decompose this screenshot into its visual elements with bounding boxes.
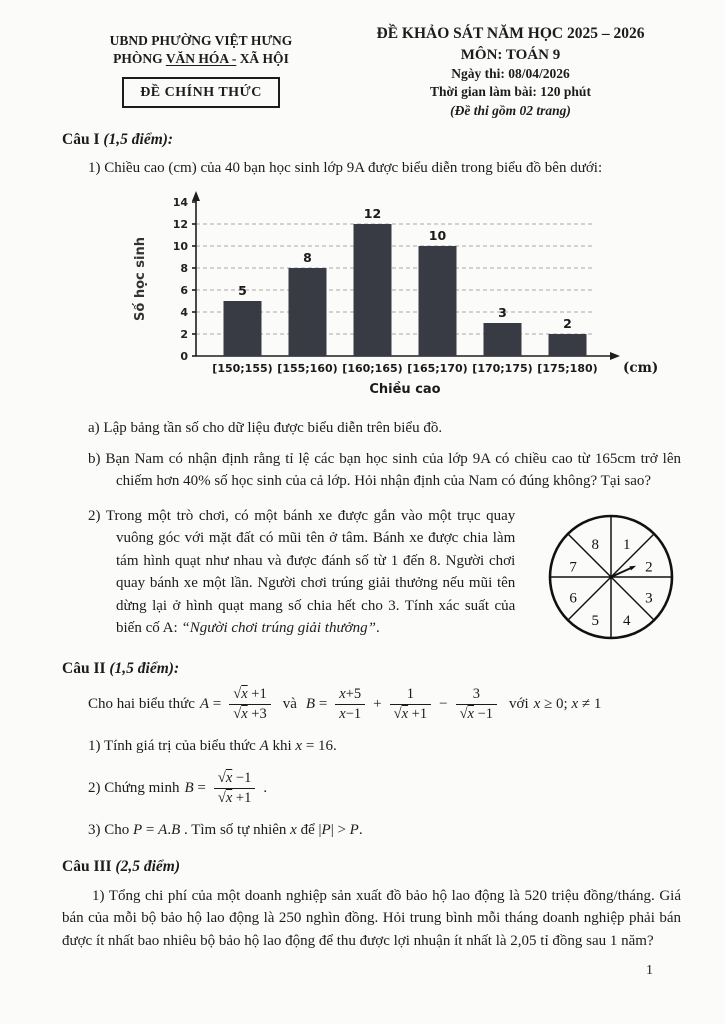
cau2-item1-A: A — [259, 738, 269, 755]
fraction-B1-num: x+5 — [335, 686, 365, 705]
fraction-B2 — [390, 686, 431, 723]
wheel-number: 5 — [591, 612, 600, 629]
wheel-number: 7 — [569, 558, 578, 575]
expr-A-lhs: A = — [199, 696, 222, 713]
svg-text:8: 8 — [180, 261, 188, 275]
section-1-label: Câu I — [62, 130, 100, 148]
wheel-number: 4 — [623, 612, 631, 629]
section-2-heading — [62, 657, 681, 680]
svg-text:[175;180): [175;180) — [537, 361, 598, 375]
cau2-item3-x: x — [290, 821, 297, 838]
fraction-A-num: √x +1 — [229, 686, 270, 705]
cau1-item-a: a) Lập bảng tần số cho dữ liệu được biểu diễn trên biểu đồ. — [88, 420, 443, 437]
wheel-number: 6 — [569, 590, 578, 607]
cau2-item1-pre: 1) Tính giá trị của biểu thức — [88, 738, 260, 755]
svg-text:2: 2 — [563, 315, 572, 331]
header-right — [340, 24, 681, 120]
plus-operator: + — [373, 696, 382, 713]
cau2-item2-B: B = — [184, 779, 206, 796]
cau2-item3-period: . — [358, 821, 363, 838]
exam-title: ĐỀ KHẢO SÁT NĂM HỌC 2025 – 2026 — [376, 25, 645, 42]
header — [62, 24, 681, 120]
exam-pages-note: (Đề thi gồm 02 trang) — [450, 102, 571, 118]
minus-operator: − — [439, 696, 448, 713]
svg-text:6: 6 — [180, 283, 188, 297]
cau3-paragraph: 1) Tổng chi phí của một doanh nghiệp sản xuất đồ bảo hộ lao động là 520 triệu đồng/tháng. Giá bán của mỗi bộ bảo hộ lao động là 250 nghìn đồng. Hỏi trung bình mỗi tháng doanh nghiệp phải bán được ít nhất bao nhiêu bộ bảo hộ lao động để thu được lợi nhuận ít nhất là 2,05 tỉ đồng sau 1 năm? — [62, 887, 681, 949]
cau2-item2 — [88, 770, 267, 807]
svg-text:[150;155): [150;155) — [212, 361, 273, 375]
pointer-arrow-head — [630, 565, 637, 570]
cau2-item1-value: x = 16. — [295, 738, 337, 755]
org-line2-prefix: PHÒNG — [113, 50, 166, 66]
official-exam-stamp: ĐỀ CHÍNH THỨC — [122, 77, 280, 108]
section-3-label: Câu III — [62, 858, 112, 876]
svg-text:14: 14 — [172, 195, 188, 209]
svg-text:12: 12 — [172, 217, 188, 231]
expressions-line — [88, 686, 681, 723]
svg-text:10: 10 — [428, 227, 447, 243]
bar-chart-svg — [126, 188, 686, 400]
svg-text:5: 5 — [238, 282, 247, 298]
svg-text:10: 10 — [172, 239, 188, 253]
wheel-number: 3 — [645, 590, 653, 607]
org-name-line2 — [62, 50, 340, 68]
cau2-item3-inequality: |P| > P — [318, 821, 359, 838]
fraction-B3-den: √x −1 — [459, 705, 494, 722]
org-line2-suffix: XÃ HỘI — [236, 50, 289, 66]
wheel-number: 1 — [623, 536, 631, 553]
fraction-B2-num: 1 — [390, 686, 431, 705]
fraction-A-den: √x +3 — [233, 705, 267, 722]
org-line2-underlined: VĂN HÓA - — [165, 50, 237, 66]
exam-subject: MÔN: TOÁN 9 — [460, 46, 561, 63]
and-word: và — [282, 696, 297, 713]
exam-date: Ngày thi: 08/04/2026 — [451, 66, 570, 82]
section-1-points: (1,5 điểm): — [103, 130, 174, 148]
item2-event-quote: “Người chơi trúng giải thưởng” — [181, 620, 376, 637]
cau2-item2-pre: 2) Chứng minh — [88, 779, 180, 796]
pointer-arrow-shaft — [611, 568, 631, 577]
fraction-B3 — [456, 686, 497, 723]
section-3-points: (2,5 điểm) — [115, 858, 180, 876]
org-name-line1: UBND PHƯỜNG VIỆT HƯNG — [109, 33, 293, 48]
fraction-proof-den: √x +1 — [217, 789, 252, 806]
section-1-heading — [62, 128, 681, 151]
svg-text:[170;175): [170;175) — [472, 361, 533, 375]
fraction-B1-den: x−1 — [339, 705, 362, 722]
cau2-item1-mid: khi — [268, 738, 296, 755]
section-3-heading — [62, 855, 681, 878]
section-2-label: Câu II — [62, 659, 106, 677]
svg-text:3: 3 — [498, 304, 507, 320]
item2-period: . — [375, 620, 380, 637]
page-number: 1 — [646, 963, 653, 978]
cau1-item2-row — [88, 505, 681, 651]
condition-word: với — [509, 696, 529, 713]
svg-text:[155;160): [155;160) — [277, 361, 338, 375]
fraction-A — [229, 686, 270, 723]
header-left — [62, 24, 340, 120]
cau2-item1 — [88, 735, 681, 758]
wheel-axle-dot — [609, 575, 613, 579]
svg-text:0: 0 — [180, 349, 188, 363]
exam-duration: Thời gian làm bài: 120 phút — [430, 84, 591, 100]
svg-text:Số học sinh: Số học sinh — [133, 236, 148, 321]
wheel-number: 2 — [645, 558, 653, 575]
cau2-item2-period: . — [263, 779, 268, 796]
cau1-item1-text: 1) Chiều cao (cm) của 40 bạn học sinh lớp 9A được biểu diễn trong biểu đồ bên dưới: — [88, 160, 603, 177]
svg-text:2: 2 — [180, 327, 188, 341]
cau2-item3 — [88, 819, 681, 842]
fraction-proof-num: √x −1 — [214, 770, 255, 789]
fraction-proof — [214, 770, 255, 807]
cau1-item-b: b) Bạn Nam có nhận định rằng tỉ lệ các bạn học sinh của lớp 9A có chiều cao từ 165cm trở lên chiếm hơn 40% số học sinh của cả lớp. Hỏi nhận định của Nam có đúng không? Tại sao? — [88, 450, 681, 490]
wheel-number: 8 — [591, 536, 600, 553]
expr-B-lhs: B = — [305, 696, 328, 713]
cau1-item2-text — [88, 505, 515, 640]
spinner-wheel-figure — [531, 505, 681, 651]
svg-text:Chiều cao: Chiều cao — [369, 381, 441, 397]
svg-text:8: 8 — [303, 249, 312, 265]
cau2-item3-mid2: để — [296, 821, 319, 838]
svg-text:4: 4 — [180, 305, 188, 319]
cau2-item3-mid: . Tìm số tự nhiên — [180, 821, 291, 838]
condition-math: x ≥ 0; x ≠ 1 — [533, 696, 602, 713]
svg-text:[165;170): [165;170) — [407, 361, 468, 375]
fraction-B3-num: 3 — [456, 686, 497, 705]
svg-text:12: 12 — [363, 205, 382, 221]
fraction-B2-den: √x +1 — [393, 705, 428, 722]
section-2-points: (1,5 điểm): — [109, 659, 180, 677]
svg-text:(cm): (cm) — [623, 359, 659, 376]
fraction-B1 — [335, 686, 365, 723]
svg-text:[160;165): [160;165) — [342, 361, 403, 375]
height-bar-chart — [126, 188, 681, 408]
expressions-intro: Cho hai biểu thức — [88, 696, 195, 713]
item2-body: 2) Trong một trò chơi, có một bánh xe được gắn vào một trục quay vuông góc với mặt đất có mũi tên ở tâm. Bánh xe được chia làm tám hình quạt như nhau và được đánh số từ 1 đến 8. Người chơi quay bánh xe một lần. Người chơi trúng giải thưởng nếu mũi tên dừng lại ở hình quạt mang số chia hết cho 3. Tính xác suất của biến cố A: — [88, 507, 516, 637]
cau2-item3-P: P = A.B — [133, 821, 181, 838]
cau2-item3-pre: 3) Cho — [88, 821, 133, 838]
